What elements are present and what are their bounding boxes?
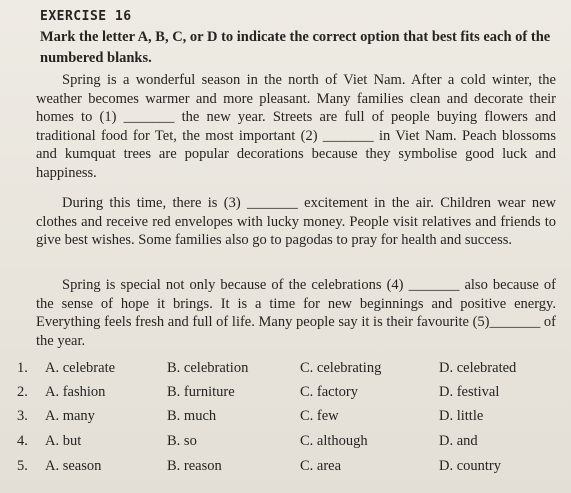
option-a: A. celebrate <box>45 360 116 376</box>
passage-paragraph-1: Spring is a wonderful season in the north of Viet Nam. After a cold winter, the weather becomes warmer and more pleasant. Many families clean and decorate their homes to (1) _______ the new year. Streets are full of people buying flowers and traditional food for Tet, the most important (2) _______ in Viet Nam. Peach blossoms and kumquat trees are popular decorations because they symbolise good luck and happiness. <box>36 72 556 181</box>
option-c: C. few <box>300 408 339 424</box>
option-a: A. but <box>45 433 82 449</box>
option-d: D. celebrated <box>439 360 517 376</box>
option-b: B. reason <box>167 458 222 474</box>
option-c: C. factory <box>300 384 358 400</box>
option-a: A. fashion <box>45 384 106 400</box>
option-d: D. festival <box>439 384 500 400</box>
question-row-4 <box>17 433 557 455</box>
option-c: C. area <box>300 458 342 474</box>
question-number: 4. <box>17 433 28 449</box>
option-d: D. little <box>439 408 484 424</box>
question-row-3 <box>17 408 557 430</box>
question-number: 3. <box>17 408 28 424</box>
passage-paragraph-2: During this time, there is (3) _______ excitement in the air. Children wear new clothes and receive red envelopes with lucky money. People visit relatives and friends to give best wishes. Some families also go to pagodas to pray for health and success. <box>36 195 556 248</box>
question-row-1 <box>17 360 557 382</box>
instruction-text: Mark the letter A, B, C, or D to indicate the correct option that best fits each of the numbered blanks. <box>40 29 551 66</box>
option-b: B. much <box>167 408 217 424</box>
question-row-5 <box>17 458 557 480</box>
option-b: B. celebration <box>167 360 249 376</box>
option-c: C. celebrating <box>300 360 382 376</box>
exercise-title: EXERCISE 16 <box>40 9 132 24</box>
question-number: 1. <box>17 360 28 376</box>
question-number: 5. <box>17 458 28 474</box>
option-a: A. many <box>45 408 95 424</box>
question-row-2 <box>17 384 557 406</box>
option-c: C. although <box>300 433 368 449</box>
option-b: B. furniture <box>167 384 235 400</box>
option-d: D. and <box>439 433 478 449</box>
passage-paragraph-3: Spring is special not only because of the celebrations (4) _______ also because of the sense of hope it brings. It is a time for new beginnings and positive energy. Everything feels fresh and full of life. Many people say it is their favourite (5)_______ of the year. <box>36 277 556 349</box>
option-d: D. country <box>439 458 502 474</box>
option-a: A. season <box>45 458 102 474</box>
option-b: B. so <box>167 433 197 449</box>
question-number: 2. <box>17 384 28 400</box>
